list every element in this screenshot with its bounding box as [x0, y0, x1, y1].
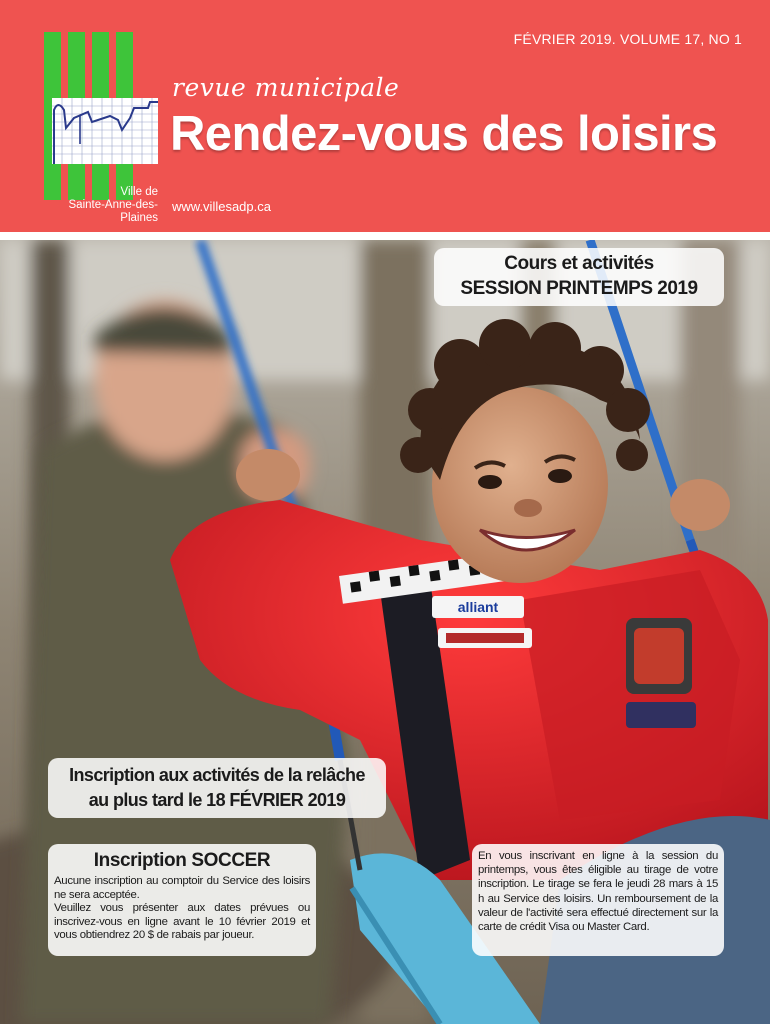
soccer-info-box: [48, 844, 316, 956]
session-banner-line2: SESSION PRINTEMPS 2019: [460, 278, 698, 299]
session-banner-line1: Cours et activités: [504, 253, 654, 274]
session-banner: [434, 248, 724, 306]
city-name: [40, 186, 158, 225]
jacket-badge-text: alliant: [457, 599, 499, 615]
subtitle: revue municipale: [172, 73, 400, 102]
city-name-line1: Ville de: [120, 186, 158, 198]
issue-date: FÉVRIER 2019. VOLUME 17, NO 1: [513, 31, 742, 47]
soccer-heading: Inscription SOCCER: [93, 850, 271, 871]
city-name-line2: Sainte-Anne-des-Plaines: [68, 199, 158, 224]
soccer-paragraph-1: Aucune inscription au comptoir du Service des loisirs ne sera acceptée.: [54, 875, 310, 901]
header-divider: [0, 232, 770, 240]
draw-paragraph: En vous inscrivant en ligne à la session du printemps, vous êtes éligible au tirage de votre inscription. Le tirage se fera le jeudi 28 mars à 15 h au Service des loisirs. Un remboursement de la valeur de l'activité sera effectué directement sur la carte de crédit Visa ou Master Card.: [478, 850, 718, 934]
masthead: [0, 0, 770, 232]
website-link[interactable]: www.villesadp.ca: [172, 199, 271, 214]
relache-banner-line2: au plus tard le 18 FÉVRIER 2019: [88, 790, 346, 810]
city-logo-icon: [40, 32, 164, 200]
draw-info-box: [472, 844, 724, 956]
page-title: Rendez-vous des loisirs: [170, 107, 718, 161]
soccer-paragraph-2: Veuillez vous présenter aux dates prévues ou inscrivez-vous en ligne avant le 10 février 2019 et vous obtiendrez 20 $ de rabais par joueur.: [54, 902, 310, 941]
relache-banner: [48, 758, 386, 818]
relache-banner-line1: Inscription aux activités de la relâche: [69, 765, 365, 785]
